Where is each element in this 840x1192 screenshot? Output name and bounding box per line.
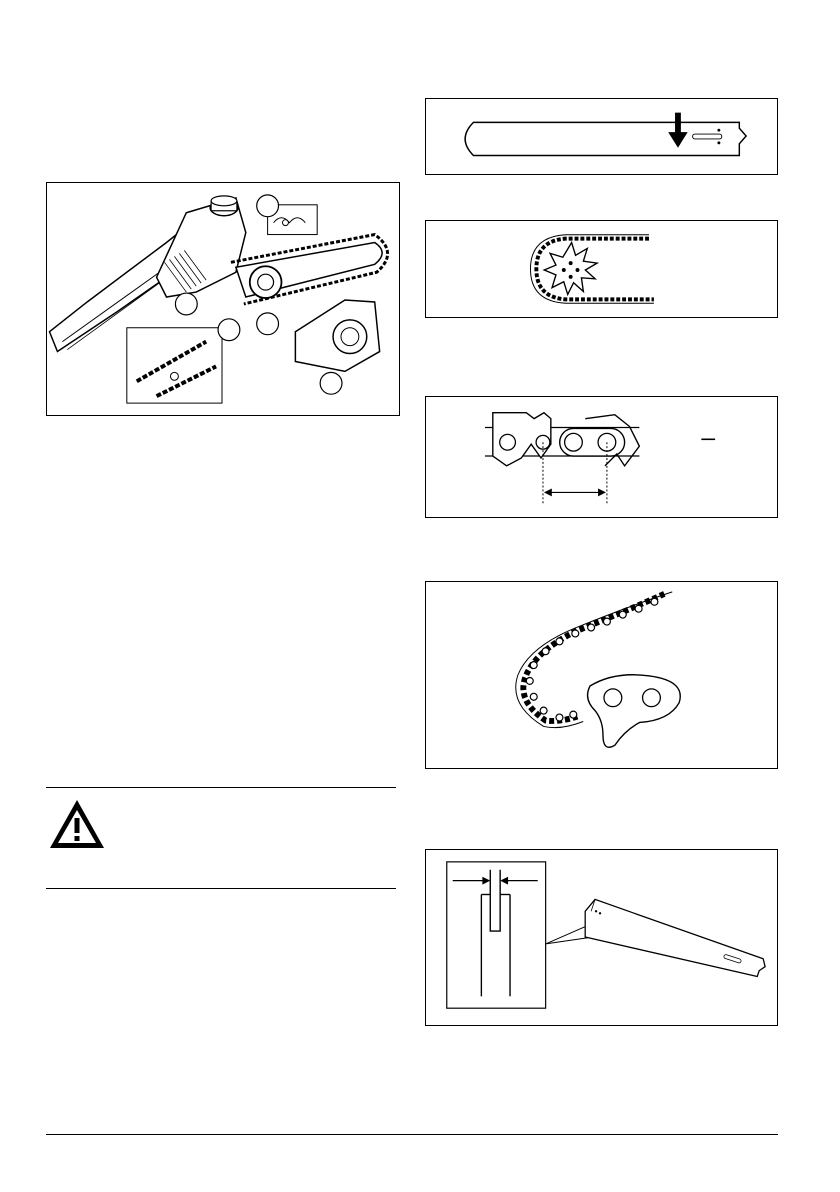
drive-link-icon [588,675,681,748]
callout-5 [320,372,342,394]
warning-triangle-icon [46,796,108,852]
figure-bar [425,98,778,175]
groove-width-illustration [426,850,777,1025]
figure-pitch [425,396,778,518]
sprocket-icon [544,243,597,295]
pitch-illustration [426,397,777,517]
callout-2 [175,293,197,315]
figure-overview [46,182,400,416]
pitch-dimension-arrow [544,488,606,496]
callout-1 [257,195,279,217]
bar-illustration [426,99,777,174]
warning-bottom-rule [46,888,396,889]
callout-4 [257,313,279,335]
drive-link-illustration [426,582,777,768]
warning-top-rule [46,787,396,788]
sprocket-illustration [426,221,777,317]
overview-illustration [47,183,399,415]
figure-sprocket [425,220,778,318]
callout-3 [218,319,240,341]
figure-drive-link [425,581,778,769]
footer-rule [46,1134,778,1135]
figure-groove-width [425,849,778,1026]
